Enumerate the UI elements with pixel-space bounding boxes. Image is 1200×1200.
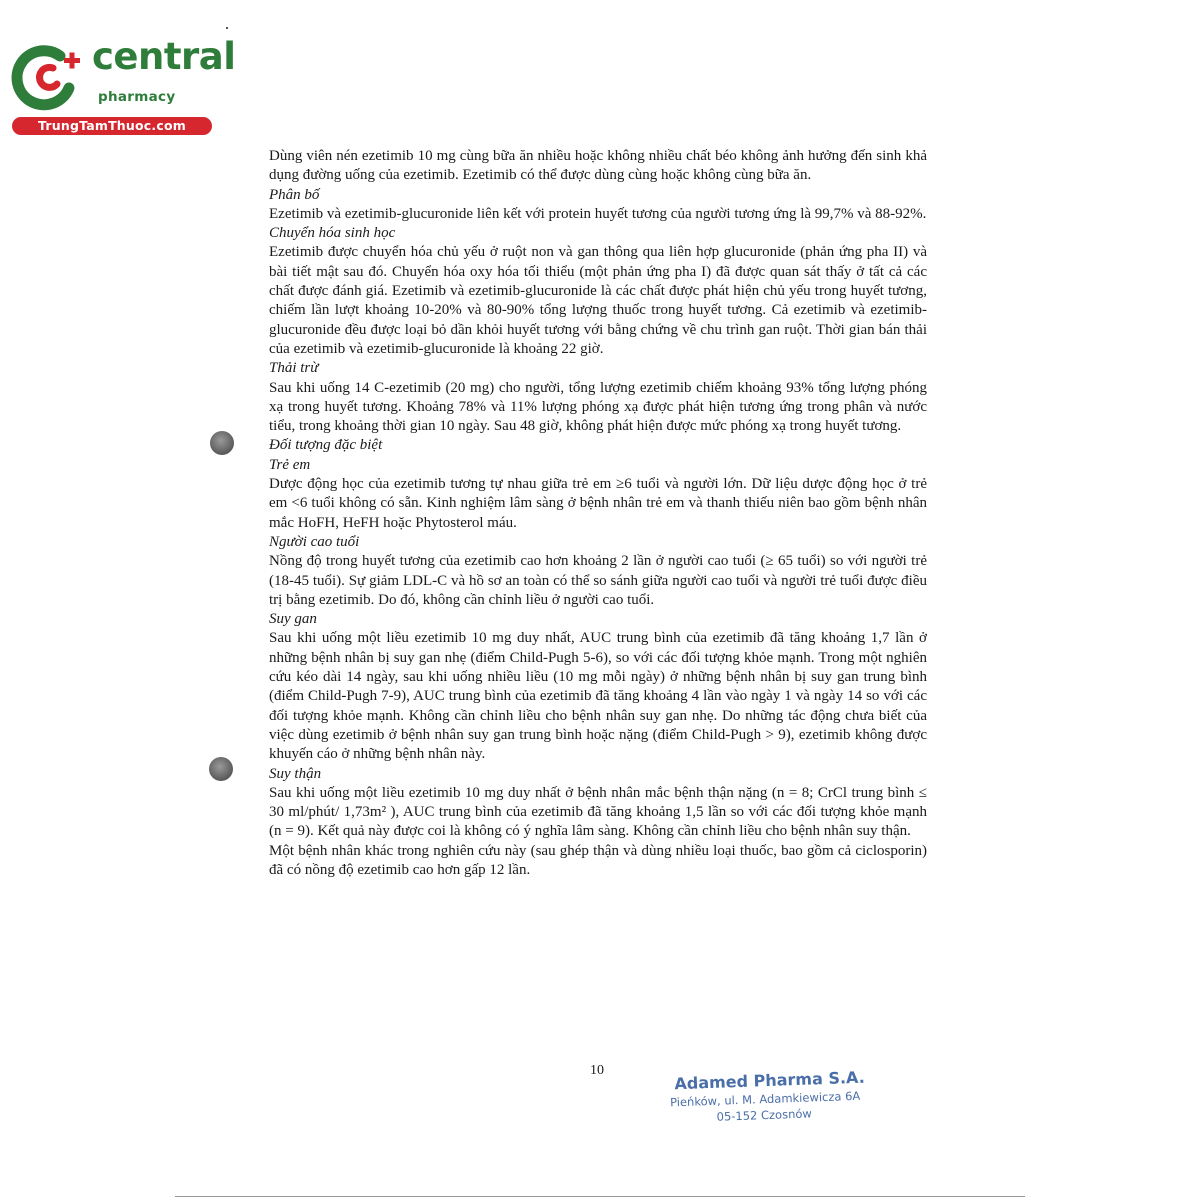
punch-hole-upper [210,431,234,455]
stamp-company: Adamed Pharma S.A. [674,1067,866,1094]
section-heading: Phân bố [269,186,320,203]
paragraph: Dùng viên nén ezetimib 10 mg cùng bữa ăn nhiều hoặc không nhiều chất béo không ảnh hưởng đến sinh khả dụng đường uống của ezetimib. Ezetimib có thể được dùng cùng hoặc không cùng bữa ăn. [269,148,927,184]
bottom-rule [175,1196,1025,1197]
logo-website-banner: TrungTamThuoc.com [12,117,212,135]
paragraph: Sau khi uống một liều ezetimib 10 mg duy nhất, AUC trung bình của ezetimib đã tăng khoảng 1,7 lần ở những bệnh nhân bị suy gan nhẹ (điểm Child-Pugh 5-6), so với các đối tượng khỏe mạnh. Trong một nghiên cứu kéo dài 14 ngày, sau khi uống nhiều liều (10 mg mỗi ngày) ở những bệnh nhân bị suy gan trung bình (điểm Child-Pugh 7-9), AUC trung bình của ezetimib đã tăng khoảng 4 lần vào ngày 1 và ngày 14 so với các đối tượng khỏe mạnh. Không cần chỉnh liều cho bệnh nhân suy gan nhẹ. Do những tác động chưa biết của việc dùng ezetimib ở bệnh nhân suy gan trung bình hoặc nặng (điểm Child-Pugh > 9), ezetimib không được khuyến cáo ở những bệnh nhân này. [269,630,927,763]
section-heading: Thải trừ [269,360,319,377]
paragraph: Nồng độ trong huyết tương của ezetimib cao hơn khoảng 2 lần ở người cao tuổi (≥ 65 tuổi) so với người trẻ (18-45 tuổi). Sự giảm LDL-C và hồ sơ an toàn có thể so sánh giữa người cao tuổi và người trẻ tuổi được điều trị bằng ezetimib. Do đó, không cần chỉnh liều ở người cao tuổi. [269,553,927,608]
section-heading: Chuyển hóa sinh học [269,225,396,242]
paragraph: Ezetimib và ezetimib-glucuronide liên kết với protein huyết tương của người tương ứng là 99,7% và 88-92%. [269,205,927,222]
logo-subtitle: pharmacy [98,89,176,105]
scan-speck [226,27,228,29]
paragraph: Một bệnh nhân khác trong nghiên cứu này (sau ghép thận và dùng nhiều loại thuốc, bao gồm cả ciclosporin) đã có nồng độ ezetimib cao hơn gấp 12 lần. [269,842,927,878]
paragraph: Sau khi uống 14 C-ezetimib (20 mg) cho người, tổng lượng ezetimib chiếm khoảng 93% tổng lượng phóng xạ trong huyết tương. Khoảng 78% và 11% lượng phóng xạ được phát hiện tương ứng trong phân và nước tiểu, trong khoảng thời gian 10 ngày. Sau 48 giờ, không phát hiện được mức phóng xạ trong huyết tương. [269,379,927,435]
section-heading: Người cao tuổi [269,533,360,550]
page-number: 10 [590,1063,604,1078]
pharmacy-cross-logo-icon [10,40,82,112]
section-heading: Suy thận [269,765,322,782]
company-stamp [667,1065,869,1132]
paragraph: Dược động học của ezetimib tương tự nhau giữa trẻ em ≥6 tuổi và người lớn. Dữ liệu dược động học ở trẻ em <6 tuổi không có sẵn. Kinh nghiệm lâm sàng ở bệnh nhân trẻ em và thanh thiếu niên bao gồm bệnh nhân mắc HoFH, HeFH hoặc Phytosterol máu. [269,476,927,531]
section-heading: Trẻ em [269,456,311,473]
paragraph: Ezetimib được chuyển hóa chủ yếu ở ruột non và gan thông qua liên hợp glucuronide (phản ứng pha II) và bài tiết mật sau đó. Chuyển hóa oxy hóa tối thiểu (một phản ứng pha I) đã được quan sát thấy ở tất cả các chất được đánh giá. Ezetimib và ezetimib-glucuronide là các chất được phát hiện chủ yếu trong huyết tương, chiếm lần lượt khoảng 10-20% và 80-90% tổng lượng thuốc trong huyết tương. Cả ezetimib và ezetimib-glucuronide đều được loại bỏ dần khỏi huyết tương với bằng chứng về chu trình gan ruột. Thời gian bán thải của ezetimib và ezetimib-glucuronide là khoảng 22 giờ. [269,244,927,357]
paragraph: Sau khi uống một liều ezetimib 10 mg duy nhất ở bệnh nhân mắc bệnh thận nặng (n = 8; CrCl trung bình ≤ 30 ml/phút/ 1,73m² ), AUC trung bình của ezetimib đã tăng khoảng 1,5 lần so với các đối tượng khỏe mạnh (n = 9). Kết quả này được coi là không có ý nghĩa lâm sàng. Không cần chỉnh liều cho bệnh nhân suy thận. [269,784,927,840]
central-pharmacy-logo [10,35,236,136]
section-heading: Suy gan [269,611,317,628]
stamp-address: Pieńków, ul. M. Adamkiewicza 6A [669,1088,861,1110]
punch-hole-lower [209,757,233,781]
stamp-postal: 05-152 Czosnów [716,1106,813,1124]
logo-name: central [92,35,236,78]
document-body [269,147,927,880]
section-heading: Đối tượng đặc biệt [269,437,383,454]
